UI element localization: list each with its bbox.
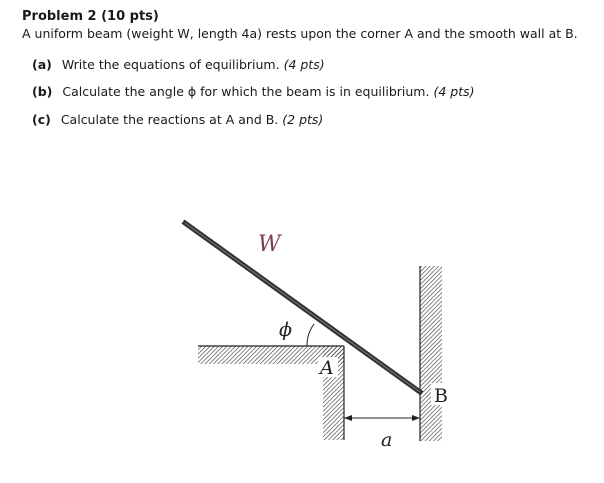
problem-statement: A uniform beam (weight W, length 4a) rests upon the corner A and the smooth wall at B. bbox=[22, 26, 578, 41]
dimension-arrow-left bbox=[344, 415, 352, 421]
beam-highlight bbox=[185, 223, 420, 392]
corner-label-a: A bbox=[320, 357, 334, 379]
part-c-label: (c) bbox=[32, 112, 51, 127]
part-b-text: Calculate the angle ϕ for which the beam is in equilibrium. bbox=[62, 84, 430, 99]
distance-dimension bbox=[344, 415, 420, 421]
right-wall bbox=[420, 266, 442, 441]
part-a-points: (4 pts) bbox=[283, 57, 325, 72]
right-wall-hatch bbox=[420, 266, 442, 441]
angle-label: ϕ bbox=[279, 319, 292, 341]
dimension-arrow-right bbox=[412, 415, 420, 421]
wall-label-b: B bbox=[434, 385, 448, 407]
part-a-label: (a) bbox=[32, 57, 52, 72]
distance-label-a: a bbox=[381, 429, 393, 451]
part-a-text: Write the equations of equilibrium. bbox=[61, 57, 280, 72]
angle-arc bbox=[307, 324, 314, 346]
part-b-points: (4 pts) bbox=[433, 84, 475, 99]
weight-label: W bbox=[258, 232, 281, 257]
problem-title: Problem 2 (10 pts) bbox=[22, 9, 159, 24]
part-c-points: (2 pts) bbox=[282, 112, 324, 127]
part-c-text: Calculate the reactions at A and B. bbox=[60, 112, 279, 127]
part-b-label: (b) bbox=[32, 84, 53, 99]
